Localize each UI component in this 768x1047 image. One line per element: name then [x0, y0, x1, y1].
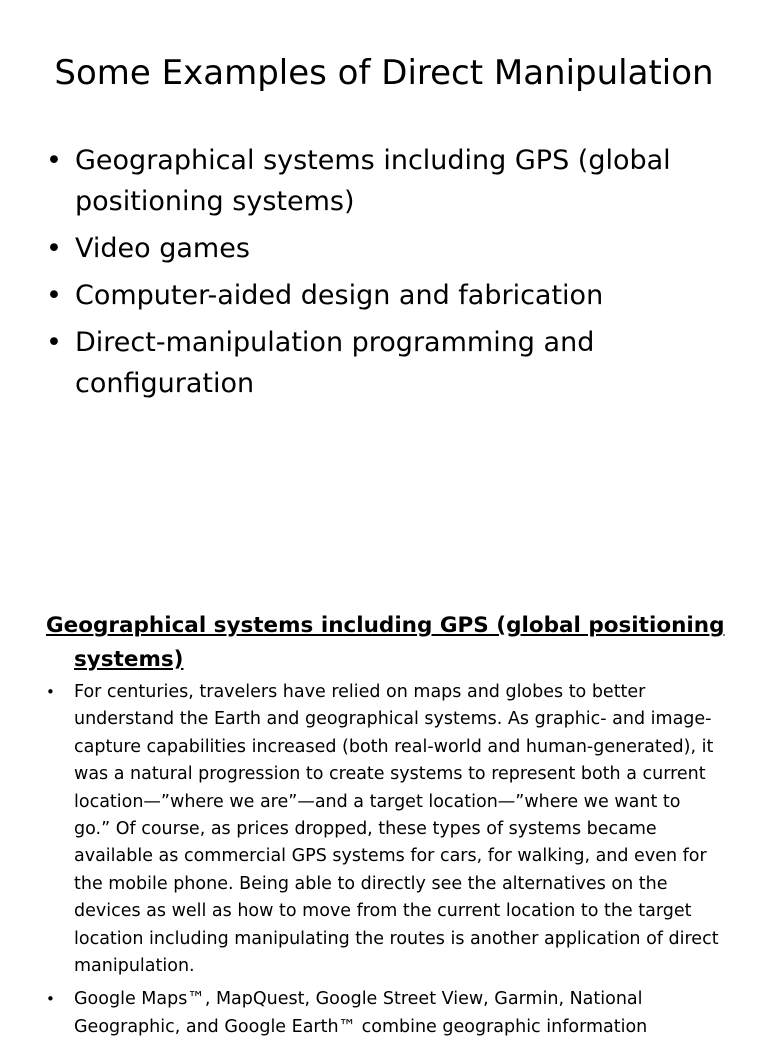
notes-list	[46, 679, 722, 1047]
slide-bullet-programming: • Direct-manipulation programming and configuration	[46, 322, 736, 404]
notes-paragraph-2: • Google Maps™, MapQuest, Google Street View, Garmin, National Geographic, and Google Earth™ combine geographic information	[46, 986, 722, 1041]
notes-heading: Geographical systems including GPS (global positioning systems)	[46, 613, 725, 672]
slide-bullet-list	[46, 140, 736, 410]
slide-bullet-cad: • Computer-aided design and fabrication	[46, 275, 736, 316]
slide-bullet-video-games: • Video games	[46, 228, 736, 269]
slide-bullet-gps: • Geographical systems including GPS (global positioning systems)	[46, 140, 736, 222]
notes-paragraph-1: • For centuries, travelers have relied on maps and globes to better understand the Earth and geographical systems. As graphic- and image-capture capabilities increased (both real-world and human-generated), it was a natural progression to create systems to represent both a current location—”where we are”—and a target location—”where we want to go.” Of course, as prices dropped, these types of systems became available as commercial GPS systems for cars, for walking, and even for the mobile phone. Being able to directly see the alternatives on the devices as well as how to move from the current location to the target location including manipulating the routes is another application of direct manipulation.	[46, 679, 722, 980]
slide-title: Some Examples of Direct Manipulation	[54, 53, 714, 93]
